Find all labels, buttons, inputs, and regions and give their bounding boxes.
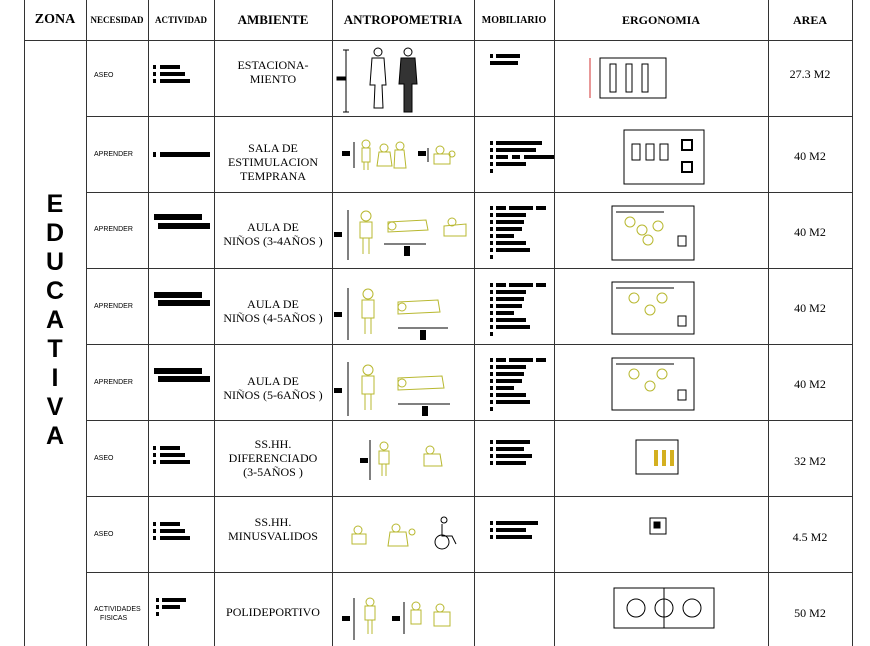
zona-letter: V — [46, 393, 64, 421]
header-mobiliario: MOBILIARIO — [481, 14, 547, 26]
ambiente-line: SALA DE — [248, 141, 298, 155]
header-necesidad: NECESIDAD — [90, 15, 144, 25]
header-area: AREA — [792, 12, 827, 27]
child-figures-icon — [342, 598, 450, 640]
sports-court-plan-icon — [614, 588, 714, 628]
ambiente-cell — [214, 141, 332, 183]
zona-letter: T — [47, 335, 63, 363]
grid-line — [148, 0, 149, 646]
necesidad-cell: APRENDER — [94, 303, 133, 310]
grid-line — [24, 0, 25, 646]
child-figures-icon — [334, 362, 450, 416]
necesidad-cell: APRENDER — [94, 226, 133, 233]
ambiente-line: TEMPRANA — [239, 169, 306, 183]
child-figures-icon — [342, 140, 455, 170]
area-cell: 32 M2 — [794, 454, 826, 468]
ambiente-line: SS.HH. — [254, 515, 292, 529]
ambiente-cell: POLIDEPORTIVO — [226, 605, 320, 619]
ambiente-cell — [214, 58, 332, 86]
ambiente-cell — [214, 374, 332, 402]
grid-line — [86, 0, 87, 646]
header-antropometria: ANTROPOMETRIA — [343, 12, 463, 27]
grid-line — [474, 0, 475, 646]
classroom-plan-icon — [624, 130, 704, 184]
necesidad-cell: ASEO — [94, 72, 114, 79]
header-ambiente: AMBIENTE — [237, 12, 309, 27]
ambiente-line: ESTACIONA- — [237, 58, 309, 72]
child-figures-icon — [334, 288, 448, 340]
zona-letter: D — [45, 219, 65, 247]
area-cell: 40 M2 — [794, 149, 826, 163]
ambiente-cell — [214, 515, 332, 543]
area-cell: 40 M2 — [794, 225, 826, 239]
header-zona: ZONA — [34, 12, 76, 27]
ambiente-line: NIÑOS (4-5AÑOS ) — [223, 311, 323, 325]
ambiente-line: DIFERENCIADO — [228, 451, 318, 465]
ambiente-line: AULA DE — [247, 220, 299, 234]
wheelchair-icon — [435, 517, 456, 549]
zona-letter: A — [45, 306, 65, 334]
zona-educativa — [40, 190, 70, 451]
bathroom-plan-icon — [636, 440, 678, 474]
ambiente-line: ESTIMULACION — [228, 155, 318, 169]
ambiente-line: MINUSVALIDOS — [228, 529, 318, 543]
necesidad-line: FISICAS — [100, 615, 128, 622]
area-cell: 50 M2 — [794, 606, 826, 620]
header-actividad: ACTIVIDAD — [154, 15, 207, 25]
zona-letter: A — [45, 422, 65, 450]
ambiente-cell — [214, 297, 332, 325]
zona-letter: I — [51, 364, 59, 392]
child-figures-icon — [334, 210, 466, 260]
classroom-plan-icon — [612, 206, 694, 260]
classroom-plan-icon — [612, 282, 694, 334]
parking-plan-icon — [590, 58, 666, 98]
ambiente-line: AULA DE — [247, 297, 299, 311]
ambiente-cell — [214, 220, 332, 248]
necesidad-cell — [94, 605, 141, 623]
ambiente-cell — [214, 437, 332, 479]
ambiente-line: MIENTO — [249, 72, 297, 86]
child-figures-icon — [360, 440, 442, 480]
antropometria-drawings — [332, 40, 474, 646]
necesidad-cell: ASEO — [94, 455, 114, 462]
area-cell: 40 M2 — [794, 301, 826, 315]
adult-figures-icon — [337, 48, 417, 112]
necesidad-line: ACTIVIDADES — [94, 606, 141, 613]
ambiente-line: NIÑOS (5-6AÑOS ) — [223, 388, 323, 402]
zona-letter: U — [45, 248, 65, 276]
necesidad-cell: ASEO — [94, 531, 114, 538]
area-cell: 27.3 M2 — [789, 67, 831, 81]
ergonomia-plans — [554, 40, 768, 646]
classroom-plan-icon — [612, 358, 694, 410]
grid-line — [852, 0, 853, 646]
area-cell: 40 M2 — [794, 377, 826, 391]
area-cell: 4.5 M2 — [792, 530, 828, 544]
ambiente-line: NIÑOS (3-4AÑOS ) — [223, 234, 323, 248]
necesidad-cell: APRENDER — [94, 151, 133, 158]
accessible-bathroom-plan-icon — [650, 518, 666, 534]
child-figures-icon — [352, 524, 415, 546]
ambiente-line: AULA DE — [247, 374, 299, 388]
ambiente-line: SS.HH. — [254, 437, 292, 451]
grid-line — [768, 0, 769, 646]
necesidad-cell: APRENDER — [94, 379, 133, 386]
zona-letter: C — [45, 277, 65, 305]
ambiente-line: (3-5AÑOS ) — [243, 465, 303, 479]
zona-letter: E — [46, 190, 64, 218]
header-ergonomia: ERGONOMIA — [622, 12, 700, 27]
